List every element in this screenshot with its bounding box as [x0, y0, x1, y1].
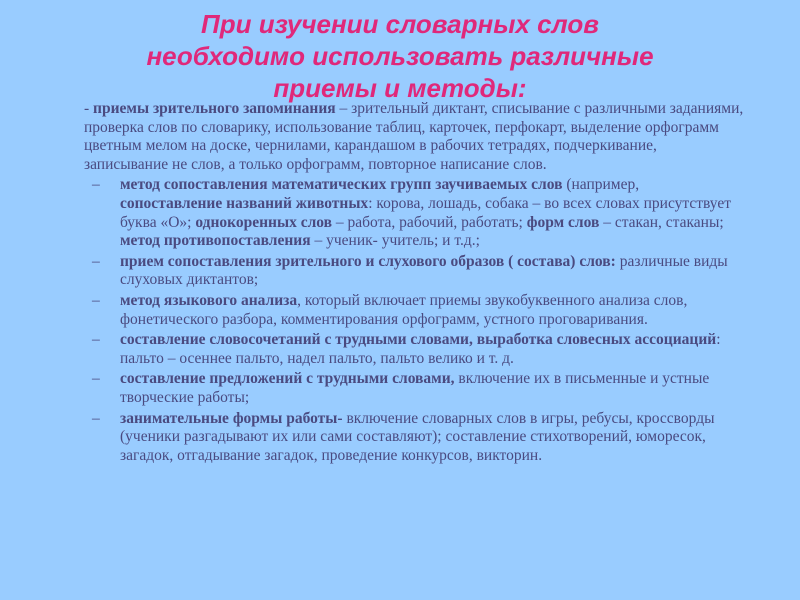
text-segment: : корова, лошадь, собака – во всех словах присутствует буква «О»;	[120, 194, 731, 231]
text-segment: включение их в письменные и устные творческие работы;	[120, 370, 710, 406]
list-item	[84, 292, 744, 329]
bold-segment: составление предложений с трудными словами,	[120, 370, 455, 388]
bold-segment: метод языкового анализа	[120, 291, 298, 309]
list-item	[84, 331, 744, 368]
intro-paragraph	[84, 100, 744, 174]
bold-segment: метод сопоставления математических групп заучиваемых слов	[120, 176, 563, 194]
text-segment: включение словарных слов в игры, ребусы, кроссворды (ученики разгадывают их или сами составляют); составление стихотворений, юморесок, загадок, отгадывание загадок, проведение конкурсов, викторин.	[120, 409, 715, 464]
text-segment: , который включает приемы звукобуквенного анализа слов, фонетического разбора, комментирования орфограмм, устного проговаривания.	[120, 291, 688, 328]
list-bullet: –	[92, 370, 100, 388]
list-item	[84, 176, 744, 250]
bold-segment: однокоренных слов	[195, 213, 333, 231]
title-line-1: При изучении словарных слов	[201, 9, 599, 39]
list-bullet: –	[92, 252, 100, 270]
text-segment: различные виды слуховых диктантов;	[120, 252, 728, 289]
intro-bold-term: приемы зрительного запоминания	[93, 100, 336, 117]
list-item	[84, 410, 744, 466]
bold-segment: сопоставление названий животных	[120, 194, 369, 212]
bold-segment: составление словосочетаний с трудными словами, выработка словесных ассоциаций	[120, 331, 717, 349]
title-line-3: приемы и методы:	[273, 73, 527, 103]
text-segment: – стакан, стаканы;	[599, 213, 724, 231]
bold-segment: форм слов	[526, 213, 600, 231]
intro-text: – зрительный диктант, списывание с различными заданиями, проверка слов по словарику, использование таблиц, карточек, перфокарт, выделение орфограмм цветным мелом на доске, чернилами, карандашом в рабочих тетрадях, подчеркивание, записывание не слов, а только орфограмм, повторное написание слов.	[84, 100, 744, 173]
text-segment: (например,	[562, 176, 640, 194]
list-bullet: –	[92, 176, 100, 194]
title-line-2: необходимо использовать различные	[146, 41, 654, 71]
list-bullet: –	[92, 331, 100, 349]
list-bullet: –	[92, 409, 100, 427]
bold-segment: прием сопоставления зрительного и слухового образов ( состава) слов:	[120, 252, 616, 270]
slide-title	[40, 8, 760, 104]
slide-body	[84, 100, 744, 467]
intro-dash: -	[84, 100, 94, 117]
text-segment: – ученик- учитель; и т.д.;	[310, 232, 480, 250]
list-item	[84, 253, 744, 290]
text-segment: : пальто – осеннее пальто, надел пальто, пальто велико и т. д.	[120, 331, 721, 367]
bold-segment: метод противопоставления	[120, 232, 311, 250]
list-bullet: –	[92, 291, 100, 309]
methods-list	[84, 176, 744, 465]
text-segment: – работа, рабочий, работать;	[332, 213, 527, 231]
list-item	[84, 370, 744, 407]
bold-segment: занимательные формы работы-	[120, 409, 343, 427]
